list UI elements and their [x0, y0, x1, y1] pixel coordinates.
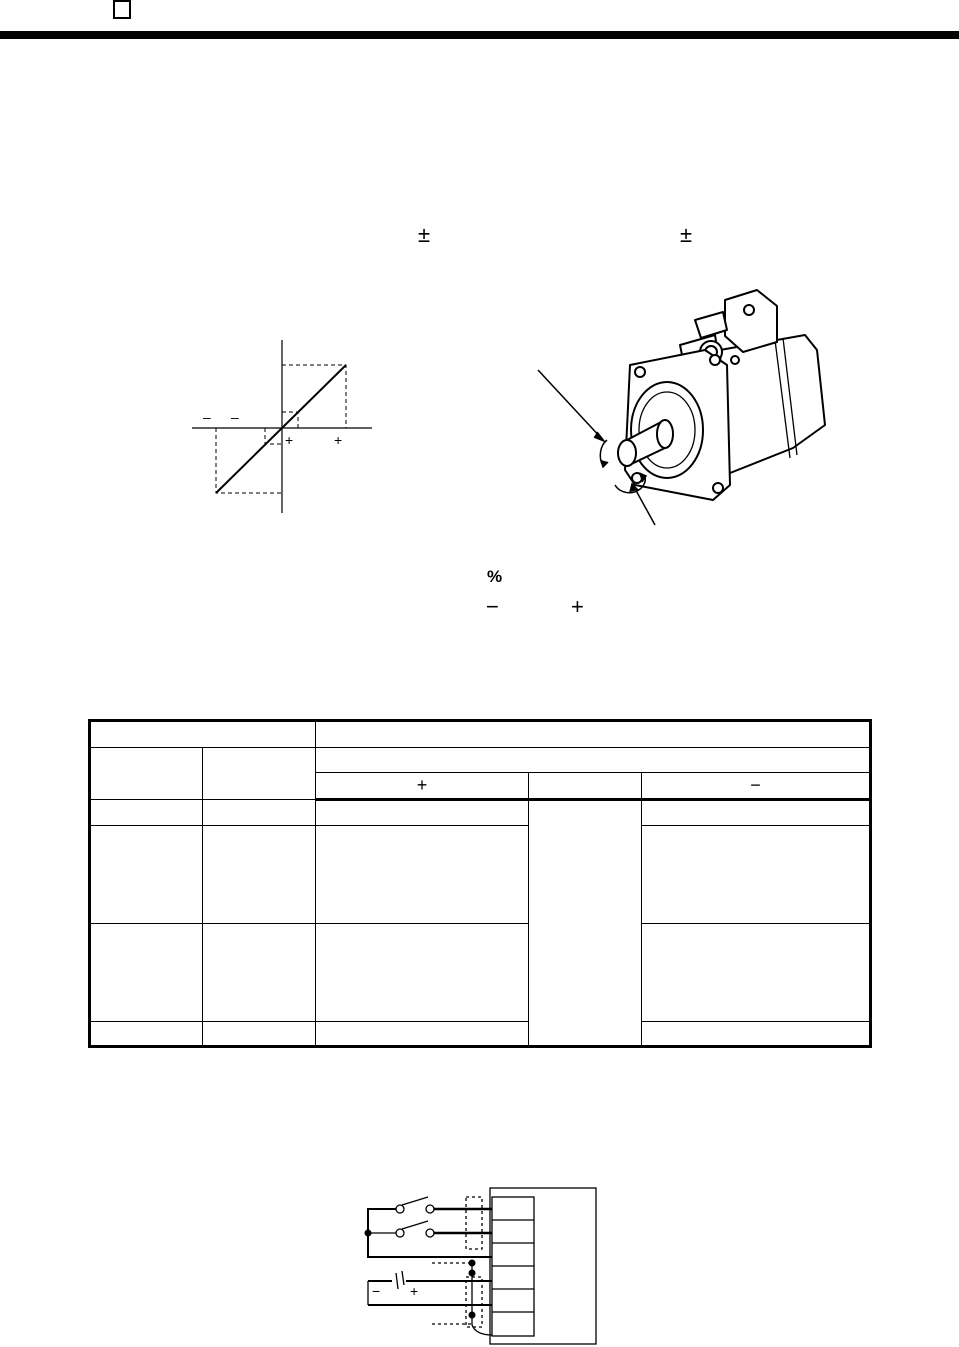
table-cell [642, 1021, 871, 1046]
table-cell [316, 799, 529, 825]
graph-pos-label: + [285, 432, 294, 448]
table-header-cell [316, 748, 871, 773]
leader-line-ccw [538, 370, 603, 440]
table-cell [203, 825, 316, 923]
plus-minus-symbol: ± [418, 222, 431, 247]
table-cell-merged [529, 799, 642, 1046]
switch-1 [402, 1197, 428, 1205]
table-cell [90, 1021, 203, 1046]
switch-2 [402, 1221, 428, 1229]
table-cell [90, 923, 203, 1021]
minus-column-header: − [642, 773, 871, 799]
graph-neg-label: – [231, 409, 239, 425]
table-cell [203, 799, 316, 825]
table-cell [316, 923, 529, 1021]
table-cell [642, 799, 871, 825]
table-cell [90, 825, 203, 923]
plus-symbol: + [571, 594, 584, 619]
leader-line-cw [633, 485, 655, 525]
plus-column-header: + [316, 773, 529, 799]
minus-symbol: − [486, 594, 499, 619]
wiring-plus-label: + [410, 1283, 419, 1299]
wiring-diagram [360, 1185, 600, 1347]
characteristic-line [216, 365, 346, 493]
encoder-connector [725, 290, 777, 352]
table-cell [642, 825, 871, 923]
servo-motor-illustration [535, 280, 835, 530]
characteristic-graph [185, 335, 385, 520]
table-cell [203, 923, 316, 1021]
table-header-cell [90, 721, 316, 748]
signal-table [88, 719, 872, 1048]
table-cell [203, 1021, 316, 1046]
table-cell [316, 1021, 529, 1046]
section-marker-box [113, 0, 131, 19]
table-header-cell [203, 748, 316, 799]
table-cell [90, 799, 203, 825]
table-cell [316, 825, 529, 923]
table-header-cell [529, 773, 642, 799]
header-rule [0, 31, 959, 39]
graph-neg-label: – [203, 409, 211, 425]
percent-symbol: % [487, 567, 503, 586]
graph-pos-label: + [334, 432, 343, 448]
plus-minus-symbol: ± [680, 222, 693, 247]
table-cell [642, 923, 871, 1021]
wiring-minus-label: − [372, 1283, 381, 1299]
table-header-cell [316, 721, 871, 748]
table-header-cell [90, 748, 203, 799]
